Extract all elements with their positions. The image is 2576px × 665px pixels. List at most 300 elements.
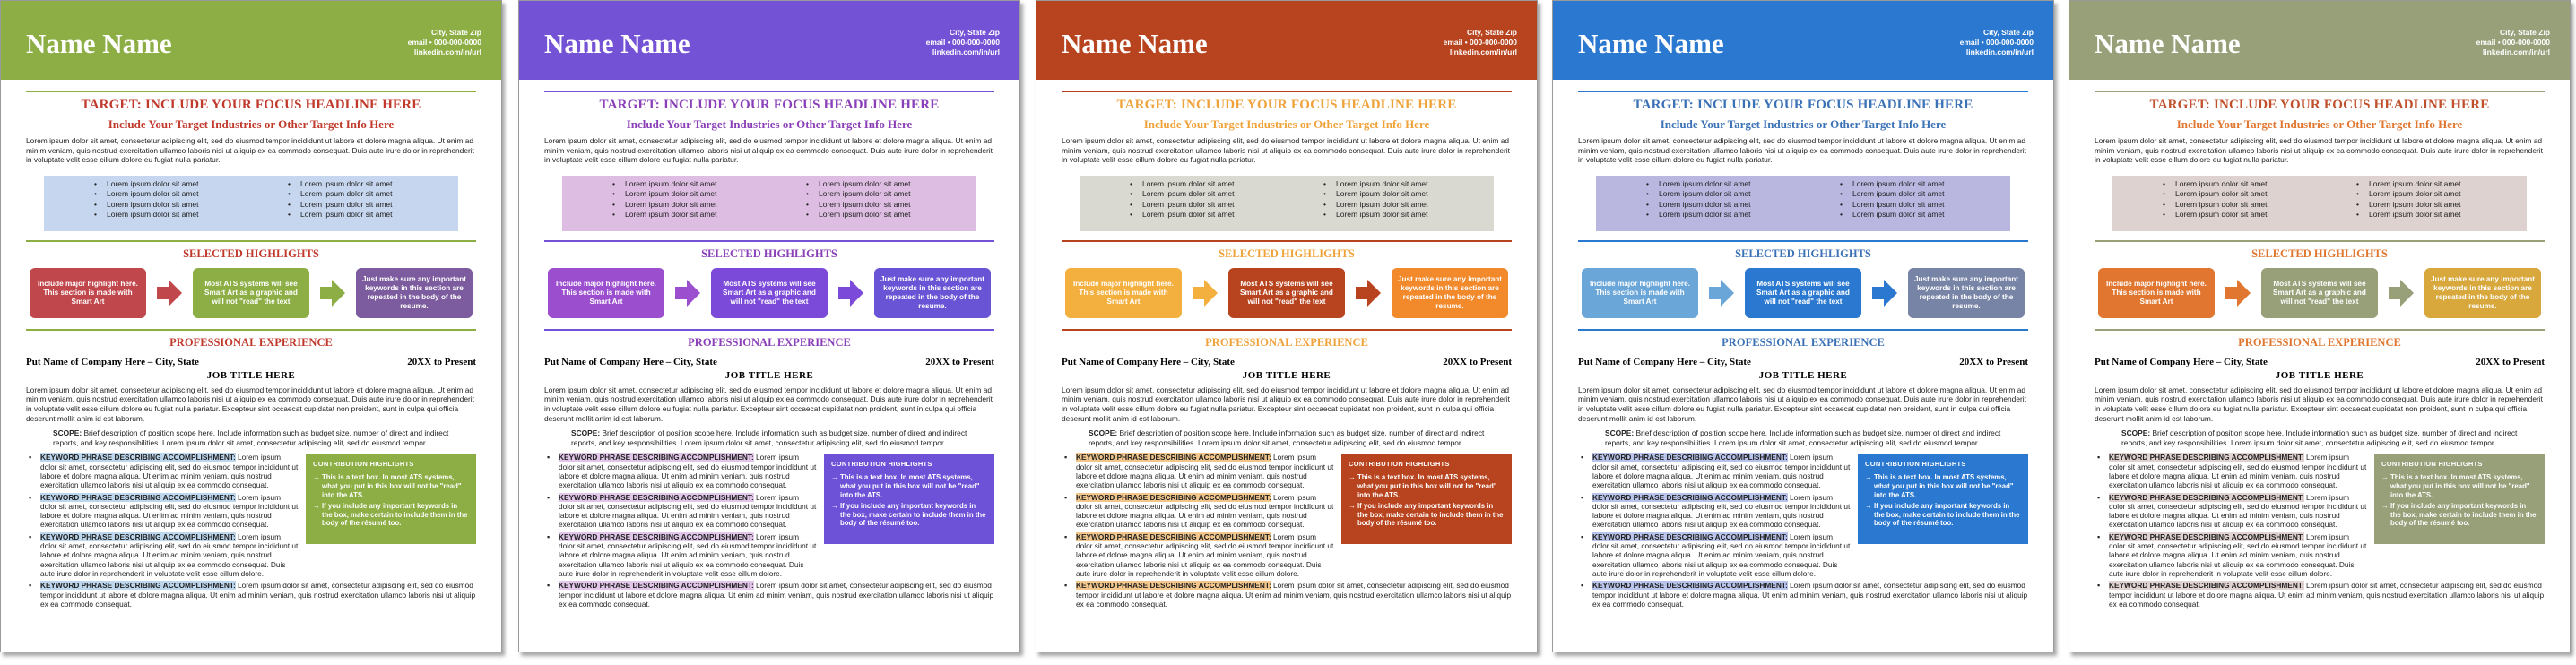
scope-text: Brief description of position scope here. Include information such as budget size, number of direct and indirect reports, and key responsibilities. Lorem ipsum dolor sit amet, consectetur adipiscing elit, sed do eiusmod tempor. [53, 428, 449, 447]
arrow-shaft [2225, 287, 2238, 299]
highlight-box: Just make sure any important keywords in this section are repeated in the body of the resume. [1908, 268, 2025, 318]
accomplishment-item [2109, 581, 2545, 609]
scope-label: SCOPE: [2121, 428, 2151, 438]
job-paragraph: Lorem ipsum dolor sit amet, consectetur adipiscing elit, sed do eiusmod tempor incididunt ut labore et dolore magna aliqua. Ut enim ad minim veniam, quis nostrud exercitation ullamco laboris nisi ut aliquip ex ea commodo consequat. Duis aute irure dolor in reprehenderit in voluptate velit esse cillum dolore eu fugiat nulla pariatur. Excepteur sint occaecat cupidatat non proident, sunt in culpa qui officia deserunt mollit anim id est laborum. [1578, 384, 2026, 423]
highlight-box: Most ATS systems will see Smart Art as a graphic and will not "read" the text [1745, 268, 1861, 318]
summary-paragraph: Lorem ipsum dolor sit amet, consectetur adipiscing elit, sed do eiusmod tempor incididunt ut labore et dolore magna aliqua. Ut enim ad minim veniam, quis nostrud exercitation ullamco laboris nisi ut aliquip ex ea commodo consequat. Duis aute irure dolor in reprehenderit in voluptate velit esse cillum dolore eu fugiat nulla pariatur. [544, 136, 993, 165]
highlight-box: Most ATS systems will see Smart Art as a graphic and will not "read" the text [2261, 268, 2378, 318]
highlight-box: Include major highlight here. This section is made with Smart Art [2098, 268, 2215, 318]
job-title: JOB TITLE HERE [1758, 369, 1848, 381]
arrow-shaft [1356, 287, 1368, 299]
accomplishment-item [1592, 453, 1851, 489]
skill-item: • Lorem ipsum dolor sit amet [107, 179, 265, 190]
contact-line: City, State Zip [430, 28, 481, 37]
summary-paragraph: Lorem ipsum dolor sit amet, consectetur adipiscing elit, sed do eiusmod tempor incididunt ut labore et dolore magna aliqua. Ut enim ad minim veniam, quis nostrud exercitation ullamco laboris nisi ut aliquip ex ea commodo consequat. Duis aute irure dolor in reprehenderit in voluptate velit esse cillum dolore eu fugiat nulla pariatur. [26, 136, 474, 165]
accomplishment-list [2095, 453, 2367, 581]
skill-item: • Lorem ipsum dolor sit amet [819, 200, 976, 211]
contact-line: email • 000-000-0000 [925, 38, 1000, 47]
accomplishment-item [1592, 493, 1851, 530]
highlight-box: Include major highlight here. This section is made with Smart Art [1065, 268, 1182, 318]
summary-paragraph: Lorem ipsum dolor sit amet, consectetur adipiscing elit, sed do eiusmod tempor incididunt ut labore et dolore magna aliqua. Ut enim ad minim veniam, quis nostrud exercitation ullamco laboris nisi ut aliquip ex ea commodo consequat. Duis aute irure dolor in reprehenderit in voluptate velit esse cillum dolore eu fugiat nulla pariatur. [2095, 136, 2543, 165]
contribution-item: → This is a text box. In most ATS systems, what you put in this box will not be "read" into the ATS. [313, 473, 462, 499]
contribution-heading: CONTRIBUTION HIGHLIGHTS [313, 460, 414, 469]
company-line [544, 357, 994, 367]
contact-block [1960, 28, 2034, 57]
experience-heading: PROFESSIONAL EXPERIENCE [688, 335, 851, 349]
skills-box [1596, 176, 2010, 231]
skill-item: • Lorem ipsum dolor sit amet [1659, 189, 1817, 200]
divider [1062, 240, 1512, 242]
contribution-item: → If you include any important keywords in the box, make certain to include them in the body of the résumé too. [1865, 502, 2020, 528]
experience-heading: PROFESSIONAL EXPERIENCE [169, 335, 333, 349]
skill-item: • Lorem ipsum dolor sit amet [300, 210, 458, 220]
accomplishment-text: Lorem ipsum dolor sit amet, consectetur adipiscing elit, sed do eiusmod tempor incididunt ut labore et dolore magna aliqua. Ut enim ad minim veniam, quis nostrud exercitation ullamco laboris nisi ut aliquip ex ea commodo consequat. [1592, 453, 1851, 490]
keyword-phrase: KEYWORD PHRASE DESCRIBING ACCOMPLISHMENT: [40, 581, 236, 591]
target-industries: Include Your Target Industries or Other Target Info Here [2176, 117, 2463, 131]
accomplishment-text: Lorem ipsum dolor sit amet, consectetur adipiscing elit, sed do eiusmod tempor incididunt ut labore et dolore magna aliqua. Ut enim ad minim veniam, quis nostrud exercitation ullamco laboris nisi ut aliquip ex ea commodo consequat. [1076, 492, 1334, 530]
company-line [1578, 357, 2028, 367]
skill-item: • Lorem ipsum dolor sit amet [1336, 189, 1494, 200]
skill-item: • Lorem ipsum dolor sit amet [300, 200, 458, 211]
skill-item: • Lorem ipsum dolor sit amet [1659, 210, 1817, 220]
highlight-box: Most ATS systems will see Smart Art as a graphic and will not "read" the text [711, 268, 828, 318]
accomplishment-text: Lorem ipsum dolor sit amet, consectetur adipiscing elit, sed do eiusmod tempor incididunt ut labore et dolore magna aliqua. Ut enim ad minim veniam, quis nostrud exercitation ullamco laboris nisi ut aliquip ex ea commodo consequat. Duis aute irure dolor in reprehenderit in voluptate velit esse cillum dolore. [1076, 531, 1334, 578]
keyword-phrase: KEYWORD PHRASE DESCRIBING ACCOMPLISHMENT: [1076, 492, 1271, 502]
contact-line: linkedin.com/in/url [932, 48, 1000, 56]
skill-item: • Lorem ipsum dolor sit amet [1336, 179, 1494, 190]
highlights-heading: SELECTED HIGHLIGHTS [1219, 246, 1355, 260]
scope-text: Brief description of position scope here. Include information such as budget size, number of direct and indirect reports, and key responsibilities. Lorem ipsum dolor sit amet, consectetur adipiscing elit, sed do eiusmod tempor. [2121, 428, 2518, 447]
scope-text: Brief description of position scope here. Include information such as budget size, number of direct and indirect reports, and key responsibilities. Lorem ipsum dolor sit amet, consectetur adipiscing elit, sed do eiusmod tempor. [1089, 428, 1485, 447]
contact-line: City, State Zip [949, 28, 1000, 37]
keyword-phrase: KEYWORD PHRASE DESCRIBING ACCOMPLISHMENT: [40, 453, 236, 462]
resume-body [1, 91, 501, 609]
highlights-flow [548, 268, 991, 318]
highlights-flow [2098, 268, 2541, 318]
scope-label: SCOPE: [571, 428, 601, 438]
job-title: JOB TITLE HERE [724, 369, 814, 381]
company-name: Put Name of Company Here – City, State [1578, 356, 1751, 367]
keyword-phrase: KEYWORD PHRASE DESCRIBING ACCOMPLISHMENT: [559, 531, 754, 541]
resume-page-blue[interactable] [1552, 0, 2054, 652]
divider [1578, 240, 2028, 242]
contact-line: linkedin.com/in/url [413, 48, 481, 56]
experience-heading: PROFESSIONAL EXPERIENCE [1722, 335, 1885, 349]
arrow-shaft [675, 287, 688, 299]
skills-box [44, 176, 458, 231]
skill-item: • Lorem ipsum dolor sit amet [819, 179, 976, 190]
divider [26, 329, 476, 331]
skill-item: • Lorem ipsum dolor sit amet [1142, 210, 1300, 220]
contribution-item: → This is a text box. In most ATS systems, what you put in this box will not be "read" into the ATS. [831, 473, 980, 499]
keyword-phrase: KEYWORD PHRASE DESCRIBING ACCOMPLISHMENT: [1592, 531, 1788, 541]
skill-item: • Lorem ipsum dolor sit amet [1852, 210, 2010, 220]
job-paragraph: Lorem ipsum dolor sit amet, consectetur adipiscing elit, sed do eiusmod tempor incididunt ut labore et dolore magna aliqua. Ut enim ad minim veniam, quis nostrud exercitation ullamco laboris nisi ut aliquip ex ea commodo consequat. Duis aute irure dolor in reprehenderit in voluptate velit esse cillum dolore eu fugiat nulla pariatur. Excepteur sint occaecat cupidatat non proident, sunt in culpa qui officia deserunt mollit anim id est laborum. [544, 384, 993, 423]
skill-item: • Lorem ipsum dolor sit amet [1142, 200, 1300, 211]
scope-line [1062, 428, 1512, 447]
experience-heading: PROFESSIONAL EXPERIENCE [2238, 335, 2401, 349]
accomplishment-item [1076, 581, 1512, 609]
accomplishment-item [559, 453, 817, 489]
skill-item: • Lorem ipsum dolor sit amet [1142, 179, 1300, 190]
highlight-box: Most ATS systems will see Smart Art as a graphic and will not "read" the text [1228, 268, 1345, 318]
arrow-right-icon [675, 280, 700, 307]
highlight-box: Most ATS systems will see Smart Art as a graphic and will not "read" the text [193, 268, 309, 318]
contact-line: linkedin.com/in/url [2482, 48, 2550, 56]
skills-box [2112, 176, 2527, 231]
contact-line: City, State Zip [1466, 28, 1517, 37]
contribution-box [1858, 454, 2028, 544]
skill-item: • Lorem ipsum dolor sit amet [625, 179, 783, 190]
accomplishment-text: Lorem ipsum dolor sit amet, consectetur adipiscing elit, sed do eiusmod tempor incididunt ut labore et dolore magna aliqua. Ut enim ad minim veniam, quis nostrud exercitation ullamco laboris nisi ut aliquip ex ea commodo consequat. [1592, 492, 1851, 530]
candidate-name: Name Name [1578, 28, 1724, 59]
arrow-shaft [838, 287, 851, 299]
highlights-flow [30, 268, 473, 318]
arrow-head [1884, 280, 1897, 307]
highlights-heading: SELECTED HIGHLIGHTS [2251, 246, 2388, 260]
accomplishment-item [1592, 532, 1851, 578]
contribution-box [306, 454, 476, 544]
contact-block [1444, 28, 1517, 57]
target-headline: TARGET: INCLUDE YOUR FOCUS HEADLINE HERE [2149, 98, 2490, 112]
skill-item: • Lorem ipsum dolor sit amet [107, 200, 265, 211]
header-banner [519, 1, 1019, 80]
scope-text: Brief description of position scope here. Include information such as budget size, number of direct and indirect reports, and key responsibilities. Lorem ipsum dolor sit amet, consectetur adipiscing elit, sed do eiusmod tempor. [1605, 428, 2001, 447]
divider [1578, 329, 2028, 331]
candidate-name: Name Name [2095, 28, 2241, 59]
divider [544, 91, 994, 92]
accomplishment-list [26, 581, 476, 609]
accomplishment-item [2109, 493, 2367, 530]
accomplishment-text: Lorem ipsum dolor sit amet, consectetur adipiscing elit, sed do eiusmod tempor incididunt ut labore et dolore magna aliqua. Ut enim ad minim veniam, quis nostrud exercitation ullamco laboris nisi ut aliquip ex ea commodo consequat. [1076, 453, 1334, 490]
accomplishments-area [2095, 453, 2545, 581]
skills-box [1080, 176, 1494, 231]
highlights-heading: SELECTED HIGHLIGHTS [701, 246, 837, 260]
keyword-phrase: KEYWORD PHRASE DESCRIBING ACCOMPLISHMENT: [40, 531, 236, 541]
company-name: Put Name of Company Here – City, State [26, 356, 199, 367]
accomplishment-item [559, 493, 817, 530]
contribution-item: → If you include any important keywords in the box, make certain to include them in the body of the résumé too. [831, 502, 986, 528]
resume-body [1036, 91, 1537, 609]
target-industries: Include Your Target Industries or Other Target Info Here [1143, 117, 1430, 131]
scope-line [26, 428, 476, 447]
highlight-box: Include major highlight here. This section is made with Smart Art [1582, 268, 1698, 318]
divider [544, 240, 994, 242]
keyword-phrase: KEYWORD PHRASE DESCRIBING ACCOMPLISHMENT: [2109, 581, 2304, 591]
resume-page-purple[interactable] [518, 0, 1020, 652]
skill-item: • Lorem ipsum dolor sit amet [819, 189, 976, 200]
job-paragraph: Lorem ipsum dolor sit amet, consectetur adipiscing elit, sed do eiusmod tempor incididunt ut labore et dolore magna aliqua. Ut enim ad minim veniam, quis nostrud exercitation ullamco laboris nisi ut aliquip ex ea commodo consequat. Duis aute irure dolor in reprehenderit in voluptate velit esse cillum dolore eu fugiat nulla pariatur. Excepteur sint occaecat cupidatat non proident, sunt in culpa qui officia deserunt mollit anim id est laborum. [2095, 384, 2543, 423]
divider [1578, 91, 2028, 92]
highlight-box: Just make sure any important keywords in this section are repeated in the body of the resume. [874, 268, 991, 318]
contact-line: email • 000-000-0000 [407, 38, 481, 47]
skill-item: • Lorem ipsum dolor sit amet [819, 210, 976, 220]
skill-item: • Lorem ipsum dolor sit amet [2175, 210, 2333, 220]
keyword-phrase: KEYWORD PHRASE DESCRIBING ACCOMPLISHMENT: [2109, 453, 2304, 462]
contact-block [926, 28, 1000, 57]
divider [2095, 240, 2545, 242]
skill-item: • Lorem ipsum dolor sit amet [300, 179, 458, 190]
accomplishment-list [544, 453, 817, 581]
skills-column [1817, 179, 2010, 228]
target-headline: TARGET: INCLUDE YOUR FOCUS HEADLINE HERE [599, 98, 940, 112]
skill-item: • Lorem ipsum dolor sit amet [2369, 179, 2527, 190]
skill-item: • Lorem ipsum dolor sit amet [625, 200, 783, 211]
highlights-heading: SELECTED HIGHLIGHTS [1735, 246, 1871, 260]
skills-column [2333, 179, 2527, 228]
arrow-right-icon [2225, 280, 2251, 307]
scope-label: SCOPE: [1605, 428, 1635, 438]
accomplishment-text: Lorem ipsum dolor sit amet, consectetur adipiscing elit, sed do eiusmod tempor incididunt ut labore et dolore magna aliqua. Ut enim ad minim veniam, quis nostrud exercitation ullamco laboris nisi ut aliquip ex ea commodo consequat. [40, 453, 299, 490]
resume-page-orange[interactable] [1036, 0, 1538, 652]
skill-item: • Lorem ipsum dolor sit amet [107, 210, 265, 220]
accomplishment-text: Lorem ipsum dolor sit amet, consectetur adipiscing elit, sed do eiusmod tempor incididunt ut labore et dolore magna aliqua. Ut enim ad minim veniam, quis nostrud exercitation ullamco laboris nisi ut aliquip ex ea commodo consequat. [40, 581, 476, 609]
employment-dates: 20XX to Present [407, 356, 476, 367]
accomplishments-area [26, 453, 476, 581]
arrow-right-icon [2389, 280, 2414, 307]
skill-item: • Lorem ipsum dolor sit amet [300, 189, 458, 200]
contact-line: linkedin.com/in/url [1449, 48, 1517, 56]
contact-line: City, State Zip [1982, 28, 2034, 37]
arrow-right-icon [1356, 280, 1381, 307]
candidate-name: Name Name [26, 28, 172, 59]
target-industries: Include Your Target Industries or Other Target Info Here [1660, 117, 1947, 131]
highlight-box: Include major highlight here. This section is made with Smart Art [30, 268, 146, 318]
accomplishment-list [1578, 581, 2028, 609]
scope-label: SCOPE: [53, 428, 82, 438]
job-paragraph: Lorem ipsum dolor sit amet, consectetur adipiscing elit, sed do eiusmod tempor incididunt ut labore et dolore magna aliqua. Ut enim ad minim veniam, quis nostrud exercitation ullamco laboris nisi ut aliquip ex ea commodo consequat. Duis aute irure dolor in reprehenderit in voluptate velit esse cillum dolore eu fugiat nulla pariatur. Excepteur sint occaecat cupidatat non proident, sunt in culpa qui officia deserunt mollit anim id est laborum. [26, 384, 474, 423]
company-line [1062, 357, 1512, 367]
highlight-box: Just make sure any important keywords in this section are repeated in the body of the resume. [356, 268, 473, 318]
resume-page-olive[interactable] [2069, 0, 2571, 652]
contribution-item: → This is a text box. In most ATS systems, what you put in this box will not be "read" into the ATS. [2381, 473, 2530, 499]
contribution-heading: CONTRIBUTION HIGHLIGHTS [1349, 460, 1450, 469]
accomplishment-item [1076, 493, 1334, 530]
contact-line: email • 000-000-0000 [1443, 38, 1517, 47]
contact-line: email • 000-000-0000 [1959, 38, 2034, 47]
accomplishment-text: Lorem ipsum dolor sit amet, consectetur adipiscing elit, sed do eiusmod tempor incididunt ut labore et dolore magna aliqua. Ut enim ad minim veniam, quis nostrud exercitation ullamco laboris nisi ut aliquip ex ea commodo consequat. [559, 492, 817, 530]
skill-item: • Lorem ipsum dolor sit amet [1852, 189, 2010, 200]
skill-item: • Lorem ipsum dolor sit amet [1142, 189, 1300, 200]
skill-item: • Lorem ipsum dolor sit amet [625, 210, 783, 220]
arrow-shaft [157, 287, 169, 299]
resume-body [1553, 91, 2053, 609]
skills-box [562, 176, 976, 231]
arrow-shaft [1193, 287, 1205, 299]
scope-line [1578, 428, 2028, 447]
accomplishments-area [1578, 453, 2028, 581]
accomplishment-list [1578, 453, 1851, 581]
skills-column [783, 179, 976, 228]
contribution-box [1341, 454, 1512, 544]
keyword-phrase: KEYWORD PHRASE DESCRIBING ACCOMPLISHMENT: [1592, 581, 1788, 591]
keyword-phrase: KEYWORD PHRASE DESCRIBING ACCOMPLISHMENT: [559, 581, 754, 591]
divider [26, 240, 476, 242]
skill-item: • Lorem ipsum dolor sit amet [1336, 210, 1494, 220]
contact-line: email • 000-000-0000 [2476, 38, 2550, 47]
skills-column [1596, 179, 1817, 228]
accomplishment-item [559, 581, 994, 609]
scope-line [2095, 428, 2545, 447]
company-name: Put Name of Company Here – City, State [544, 356, 717, 367]
skills-column [562, 179, 783, 228]
skill-item: • Lorem ipsum dolor sit amet [1336, 200, 1494, 211]
contribution-heading: CONTRIBUTION HIGHLIGHTS [2381, 460, 2483, 469]
divider [544, 329, 994, 331]
accomplishment-item [1076, 453, 1334, 489]
arrow-shaft [1872, 287, 1885, 299]
resume-body [2069, 91, 2570, 609]
employment-dates: 20XX to Present [2476, 356, 2545, 367]
accomplishment-item [2109, 453, 2367, 489]
job-title: JOB TITLE HERE [1242, 369, 1331, 381]
scope-label: SCOPE: [1089, 428, 1118, 438]
accomplishment-list [1062, 581, 1512, 609]
contact-line: City, State Zip [2499, 28, 2550, 37]
arrow-shaft [2389, 287, 2401, 299]
arrow-head [1721, 280, 1734, 307]
accomplishment-item [559, 532, 817, 578]
keyword-phrase: KEYWORD PHRASE DESCRIBING ACCOMPLISHMENT: [1076, 581, 1271, 591]
keyword-phrase: KEYWORD PHRASE DESCRIBING ACCOMPLISHMENT: [559, 492, 754, 502]
arrow-head [2237, 280, 2251, 307]
accomplishment-text: Lorem ipsum dolor sit amet, consectetur adipiscing elit, sed do eiusmod tempor incididunt ut labore et dolore magna aliqua. Ut enim ad minim veniam, quis nostrud exercitation ullamco laboris nisi ut aliquip ex ea commodo consequat. Duis aute irure dolor in reprehenderit in voluptate velit esse cillum dolore. [40, 531, 299, 578]
employment-dates: 20XX to Present [1959, 356, 2028, 367]
target-industries: Include Your Target Industries or Other Target Info Here [108, 117, 395, 131]
target-headline: TARGET: INCLUDE YOUR FOCUS HEADLINE HERE [1633, 98, 1973, 112]
highlight-box: Include major highlight here. This section is made with Smart Art [548, 268, 664, 318]
summary-paragraph: Lorem ipsum dolor sit amet, consectetur adipiscing elit, sed do eiusmod tempor incididunt ut labore et dolore magna aliqua. Ut enim ad minim veniam, quis nostrud exercitation ullamco laboris nisi ut aliquip ex ea commodo consequat. Duis aute irure dolor in reprehenderit in voluptate velit esse cillum dolore eu fugiat nulla pariatur. [1578, 136, 2026, 165]
divider [1062, 91, 1512, 92]
accomplishment-list [26, 453, 299, 581]
accomplishment-text: Lorem ipsum dolor sit amet, consectetur adipiscing elit, sed do eiusmod tempor incididunt ut labore et dolore magna aliqua. Ut enim ad minim veniam, quis nostrud exercitation ullamco laboris nisi ut aliquip ex ea commodo consequat. [2109, 581, 2545, 609]
keyword-phrase: KEYWORD PHRASE DESCRIBING ACCOMPLISHMENT: [1592, 453, 1788, 462]
scope-line [544, 428, 994, 447]
company-name: Put Name of Company Here – City, State [2095, 356, 2268, 367]
scope-text: Brief description of position scope here. Include information such as budget size, number of direct and indirect reports, and key responsibilities. Lorem ipsum dolor sit amet, consectetur adipiscing elit, sed do eiusmod tempor. [571, 428, 967, 447]
accomplishment-list [544, 581, 994, 609]
skills-column [1300, 179, 1494, 228]
contribution-heading: CONTRIBUTION HIGHLIGHTS [1865, 460, 1966, 469]
contact-line: linkedin.com/in/url [1965, 48, 2034, 56]
target-headline: TARGET: INCLUDE YOUR FOCUS HEADLINE HERE [81, 98, 421, 112]
job-title: JOB TITLE HERE [206, 369, 296, 381]
highlights-heading: SELECTED HIGHLIGHTS [183, 246, 319, 260]
arrow-shaft [1709, 287, 1722, 299]
arrow-right-icon [157, 280, 182, 307]
contribution-box [824, 454, 994, 544]
accomplishment-text: Lorem ipsum dolor sit amet, consectetur adipiscing elit, sed do eiusmod tempor incididunt ut labore et dolore magna aliqua. Ut enim ad minim veniam, quis nostrud exercitation ullamco laboris nisi ut aliquip ex ea commodo consequat. [2109, 492, 2367, 530]
skill-item: • Lorem ipsum dolor sit amet [1659, 200, 1817, 211]
divider [26, 91, 476, 92]
accomplishments-area [1062, 453, 1512, 581]
resume-body [519, 91, 1019, 609]
contribution-item: → If you include any important keywords in the box, make certain to include them in the body of the résumé too. [2381, 502, 2537, 528]
header-banner [1036, 1, 1537, 80]
contact-block [2476, 28, 2550, 57]
contact-block [408, 28, 481, 57]
accomplishment-text: Lorem ipsum dolor sit amet, consectetur adipiscing elit, sed do eiusmod tempor incididunt ut labore et dolore magna aliqua. Ut enim ad minim veniam, quis nostrud exercitation ullamco laboris nisi ut aliquip ex ea commodo consequat. [40, 492, 299, 530]
divider [2095, 329, 2545, 331]
arrow-right-icon [320, 280, 345, 307]
job-title: JOB TITLE HERE [2275, 369, 2364, 381]
accomplishment-list [2095, 581, 2545, 609]
company-line [2095, 357, 2545, 367]
arrow-head [1367, 280, 1381, 307]
arrow-right-icon [1872, 280, 1897, 307]
accomplishment-item [40, 532, 299, 578]
skill-item: • Lorem ipsum dolor sit amet [2369, 189, 2527, 200]
accomplishment-text: Lorem ipsum dolor sit amet, consectetur adipiscing elit, sed do eiusmod tempor incididunt ut labore et dolore magna aliqua. Ut enim ad minim veniam, quis nostrud exercitation ullamco laboris nisi ut aliquip ex ea commodo consequat. Duis aute irure dolor in reprehenderit in voluptate velit esse cillum dolore. [559, 531, 817, 578]
skill-item: • Lorem ipsum dolor sit amet [625, 189, 783, 200]
contribution-item: → This is a text box. In most ATS systems, what you put in this box will not be "read" into the ATS. [1349, 473, 1497, 499]
keyword-phrase: KEYWORD PHRASE DESCRIBING ACCOMPLISHMENT: [1076, 453, 1271, 462]
keyword-phrase: KEYWORD PHRASE DESCRIBING ACCOMPLISHMENT: [1592, 492, 1788, 502]
skill-item: • Lorem ipsum dolor sit amet [2369, 210, 2527, 220]
employment-dates: 20XX to Present [925, 356, 994, 367]
skill-item: • Lorem ipsum dolor sit amet [1852, 179, 2010, 190]
header-banner [1553, 1, 2053, 80]
target-headline: TARGET: INCLUDE YOUR FOCUS HEADLINE HERE [1116, 98, 1457, 112]
resume-page-green[interactable] [0, 0, 502, 652]
accomplishment-list [1062, 453, 1334, 581]
accomplishment-text: Lorem ipsum dolor sit amet, consectetur adipiscing elit, sed do eiusmod tempor incididunt ut labore et dolore magna aliqua. Ut enim ad minim veniam, quis nostrud exercitation ullamco laboris nisi ut aliquip ex ea commodo consequat. [559, 453, 817, 490]
skill-item: • Lorem ipsum dolor sit amet [2175, 179, 2333, 190]
skill-item: • Lorem ipsum dolor sit amet [2369, 200, 2527, 211]
summary-paragraph: Lorem ipsum dolor sit amet, consectetur adipiscing elit, sed do eiusmod tempor incididunt ut labore et dolore magna aliqua. Ut enim ad minim veniam, quis nostrud exercitation ullamco laboris nisi ut aliquip ex ea commodo consequat. Duis aute irure dolor in reprehenderit in voluptate velit esse cillum dolore eu fugiat nulla pariatur. [1062, 136, 1510, 165]
accomplishment-text: Lorem ipsum dolor sit amet, consectetur adipiscing elit, sed do eiusmod tempor incididunt ut labore et dolore magna aliqua. Ut enim ad minim veniam, quis nostrud exercitation ullamco laboris nisi ut aliquip ex ea commodo consequat. [1592, 581, 2028, 609]
arrow-head [169, 280, 182, 307]
arrow-head [332, 280, 345, 307]
accomplishment-text: Lorem ipsum dolor sit amet, consectetur adipiscing elit, sed do eiusmod tempor incididunt ut labore et dolore magna aliqua. Ut enim ad minim veniam, quis nostrud exercitation ullamco laboris nisi ut aliquip ex ea commodo consequat. [1076, 581, 1512, 609]
candidate-name: Name Name [1062, 28, 1208, 59]
accomplishment-item [1076, 532, 1334, 578]
keyword-phrase: KEYWORD PHRASE DESCRIBING ACCOMPLISHMENT: [2109, 531, 2304, 541]
company-name: Put Name of Company Here – City, State [1062, 356, 1235, 367]
contribution-box [2374, 454, 2545, 544]
candidate-name: Name Name [544, 28, 690, 59]
skill-item: • Lorem ipsum dolor sit amet [2175, 200, 2333, 211]
skill-item: • Lorem ipsum dolor sit amet [107, 189, 265, 200]
accomplishment-item [1592, 581, 2028, 609]
accomplishment-text: Lorem ipsum dolor sit amet, consectetur adipiscing elit, sed do eiusmod tempor incididunt ut labore et dolore magna aliqua. Ut enim ad minim veniam, quis nostrud exercitation ullamco laboris nisi ut aliquip ex ea commodo consequat. [559, 581, 994, 609]
accomplishment-item [2109, 532, 2367, 578]
skills-column [2112, 179, 2333, 228]
accomplishment-text: Lorem ipsum dolor sit amet, consectetur adipiscing elit, sed do eiusmod tempor incididunt ut labore et dolore magna aliqua. Ut enim ad minim veniam, quis nostrud exercitation ullamco laboris nisi ut aliquip ex ea commodo consequat. Duis aute irure dolor in reprehenderit in voluptate velit esse cillum dolore. [1592, 531, 1851, 578]
skills-column [265, 179, 458, 228]
keyword-phrase: KEYWORD PHRASE DESCRIBING ACCOMPLISHMENT: [2109, 492, 2304, 502]
skill-item: • Lorem ipsum dolor sit amet [1852, 200, 2010, 211]
header-banner [1, 1, 501, 80]
company-line [26, 357, 476, 367]
arrow-right-icon [1709, 280, 1734, 307]
divider [2095, 91, 2545, 92]
divider [1062, 329, 1512, 331]
contribution-item: → This is a text box. In most ATS systems, what you put in this box will not be "read" into the ATS. [1865, 473, 2014, 499]
arrow-right-icon [1193, 280, 1218, 307]
contribution-item: → If you include any important keywords in the box, make certain to include them in the body of the résumé too. [313, 502, 468, 528]
arrow-shaft [320, 287, 333, 299]
skills-column [1080, 179, 1300, 228]
target-industries: Include Your Target Industries or Other Target Info Here [626, 117, 913, 131]
highlight-box: Just make sure any important keywords in this section are repeated in the body of the resume. [1392, 268, 1508, 318]
header-banner [2069, 1, 2570, 80]
accomplishment-item [40, 581, 476, 609]
skill-item: • Lorem ipsum dolor sit amet [2175, 189, 2333, 200]
accomplishment-text: Lorem ipsum dolor sit amet, consectetur adipiscing elit, sed do eiusmod tempor incididunt ut labore et dolore magna aliqua. Ut enim ad minim veniam, quis nostrud exercitation ullamco laboris nisi ut aliquip ex ea commodo consequat. Duis aute irure dolor in reprehenderit in voluptate velit esse cillum dolore. [2109, 531, 2367, 578]
accomplishment-text: Lorem ipsum dolor sit amet, consectetur adipiscing elit, sed do eiusmod tempor incididunt ut labore et dolore magna aliqua. Ut enim ad minim veniam, quis nostrud exercitation ullamco laboris nisi ut aliquip ex ea commodo consequat. [2109, 453, 2367, 490]
job-paragraph: Lorem ipsum dolor sit amet, consectetur adipiscing elit, sed do eiusmod tempor incididunt ut labore et dolore magna aliqua. Ut enim ad minim veniam, quis nostrud exercitation ullamco laboris nisi ut aliquip ex ea commodo consequat. Duis aute irure dolor in reprehenderit in voluptate velit esse cillum dolore eu fugiat nulla pariatur. Excepteur sint occaecat cupidatat non proident, sunt in culpa qui officia deserunt mollit anim id est laborum. [1062, 384, 1510, 423]
